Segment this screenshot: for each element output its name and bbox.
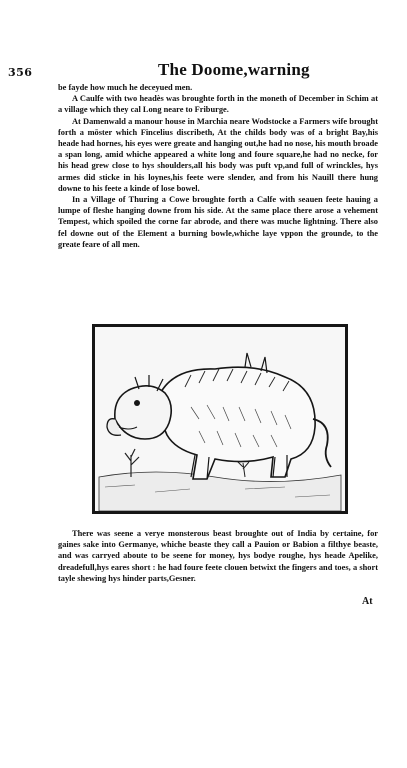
text-block-lower bbox=[58, 528, 378, 584]
page-header bbox=[8, 60, 383, 82]
paragraph-calf-two-heads: A Caulfe with two headès was broughte forth in the moneth of December in Schim at a village which they cal Long neare to Friburge. bbox=[58, 94, 378, 115]
paragraph-india-beast: There was seene a verye monsterous beast broughte out of India by certaine, for gaines sake into Germanye, whiche beaste they call a Pauion or Babion a filthye beaste, and was carryed aboute to be seene for money, hys bodye roughe, hys heade Apelike, dreadefull,hys eares short : he had foure feete clouen betwixt the fingers and toes, a short tayle shewing hys hinder parts,Gesner. bbox=[58, 529, 378, 583]
page-number: 356 bbox=[8, 66, 33, 79]
woodcut-illustration bbox=[92, 324, 348, 514]
running-title: The Doome,warning bbox=[158, 60, 310, 79]
woodcut-beast-image bbox=[95, 327, 345, 511]
paragraph-damenwald-monster: At Damenwald a manour house in Marchia neare Wodstocke a Farmers wife brought forth a mōster which Fincelius discribeth, At the childs body was of a bright Bay,his heade had hornes, his eyes were greate and hanging out,he had no nose, his mouth broade a span long, amid whiche appeared a white long and foure square,he had no necke, for his head grew close to hys shoulders,all his body was puft vp,and full of wrinckles, hys armes did sticke in his loynes,his feete were slender, and from his Nauill there hung downe to his feete a kinde of lose bowel. bbox=[58, 116, 378, 193]
paragraph-continuation: be fayde how much he deceyued men. bbox=[58, 83, 193, 92]
catchword: At bbox=[362, 596, 373, 607]
text-block-upper bbox=[58, 82, 378, 250]
paragraph-thuring-calf: In a Village of Thuring a Cowe broughte forth a Calfe with seauen feete hauing a lumpe of fleshe hanging downe from his side. At the same place there arose a vehement Tempest, which spoiled the corne far abrode, and there was muche lightning. There also fel downe out of the Element a burning bowle,whiche laye vppon the grounde, to the greate feare of all men. bbox=[58, 195, 378, 249]
